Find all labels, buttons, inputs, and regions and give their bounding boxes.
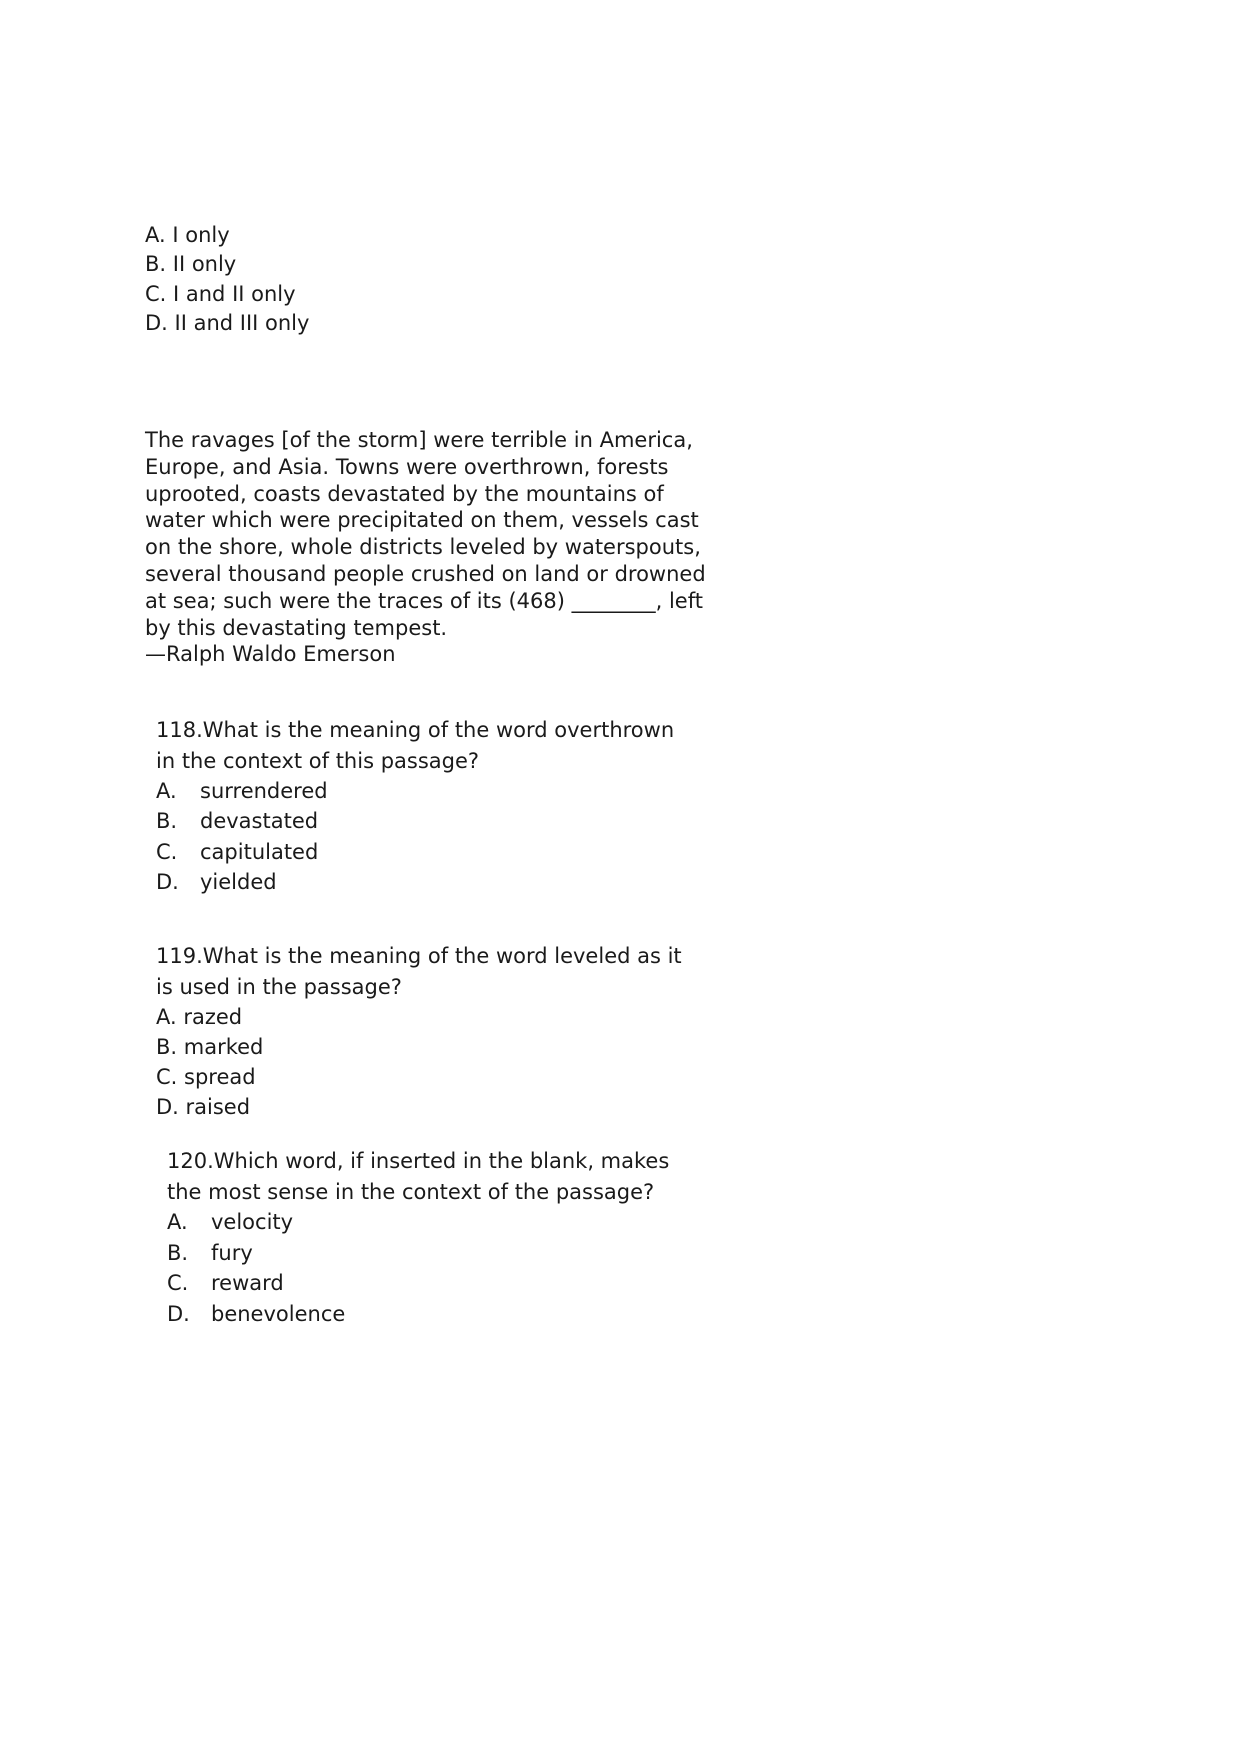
question-stem: 118.What is the meaning of the word overthrown bbox=[156, 718, 675, 742]
passage-line: by this devastating tempest. bbox=[145, 615, 448, 640]
answer-option bbox=[156, 1092, 682, 1122]
answer-option bbox=[156, 1032, 682, 1062]
option-text: A. razed bbox=[156, 1005, 243, 1029]
answer-option bbox=[156, 1002, 682, 1032]
option-text: fury bbox=[211, 1240, 253, 1265]
option-text: B. marked bbox=[156, 1035, 264, 1059]
answer-option bbox=[167, 1207, 669, 1238]
previous-question-options bbox=[145, 221, 309, 338]
passage-line: uprooted, coasts devastated by the mountains of bbox=[145, 481, 664, 506]
option-letter: A. bbox=[167, 1210, 188, 1234]
option-letter: D. bbox=[156, 869, 179, 894]
answer-option bbox=[156, 1062, 682, 1092]
option-letter: A. bbox=[156, 779, 177, 803]
question-120 bbox=[167, 1146, 669, 1329]
option-text: C. spread bbox=[156, 1065, 256, 1089]
option-text: yielded bbox=[200, 869, 277, 894]
answer-option bbox=[156, 867, 674, 897]
passage-attribution: —Ralph Waldo Emerson bbox=[145, 642, 396, 667]
option-a: A. I only bbox=[145, 223, 230, 247]
passage-line: on the shore, whole districts leveled by waterspouts, bbox=[145, 535, 701, 560]
answer-option bbox=[167, 1299, 669, 1330]
answer-option bbox=[167, 1268, 669, 1299]
passage-line: at sea; such were the traces of its (468) ________, left bbox=[145, 588, 703, 613]
option-text: benevolence bbox=[211, 1301, 346, 1326]
option-letter: C. bbox=[156, 839, 178, 864]
passage-line: The ravages [of the storm] were terrible in America, bbox=[145, 428, 693, 452]
option-text: D. raised bbox=[156, 1095, 251, 1119]
question-119 bbox=[156, 941, 682, 1122]
passage-line: water which were precipitated on them, vessels cast bbox=[145, 508, 699, 533]
option-text: velocity bbox=[211, 1210, 294, 1234]
answer-option bbox=[156, 837, 674, 867]
question-stem: 119.What is the meaning of the word leveled as it bbox=[156, 944, 682, 968]
answer-option bbox=[156, 776, 674, 806]
option-letter: B. bbox=[156, 809, 178, 834]
option-c: C. I and II only bbox=[145, 281, 296, 306]
option-text: surrendered bbox=[200, 779, 328, 803]
option-text: capitulated bbox=[200, 839, 319, 864]
passage-line: several thousand people crushed on land or drowned bbox=[145, 561, 706, 586]
option-letter: C. bbox=[167, 1271, 189, 1295]
question-stem: is used in the passage? bbox=[156, 974, 402, 999]
passage-line: Europe, and Asia. Towns were overthrown, forests bbox=[145, 454, 669, 479]
question-stem: 120.Which word, if inserted in the blank, makes bbox=[167, 1149, 670, 1173]
option-letter: D. bbox=[167, 1301, 190, 1326]
question-stem: in the context of this passage? bbox=[156, 748, 480, 773]
option-text: reward bbox=[211, 1271, 284, 1295]
question-stem: the most sense in the context of the passage? bbox=[167, 1179, 655, 1204]
option-text: devastated bbox=[200, 809, 319, 834]
answer-option bbox=[167, 1238, 669, 1269]
reading-passage bbox=[145, 427, 706, 668]
question-118 bbox=[156, 715, 674, 897]
option-d: D. II and III only bbox=[145, 310, 310, 335]
option-letter: B. bbox=[167, 1240, 189, 1265]
answer-option bbox=[156, 806, 674, 836]
option-b: B. II only bbox=[145, 252, 237, 277]
